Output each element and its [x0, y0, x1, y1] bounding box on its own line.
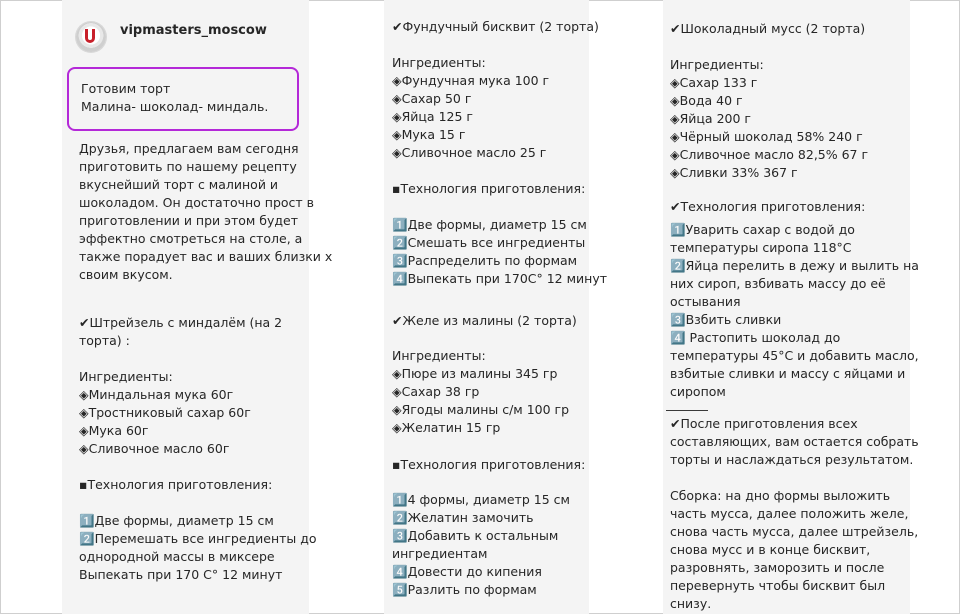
- column-2-line: ◈Яйца 125 г: [392, 109, 473, 124]
- column-3-line: Сборка: на дно формы выложить: [670, 488, 891, 503]
- column-2-line: 1️⃣4 формы, диаметр 15 см: [392, 492, 570, 507]
- column-3-line: ◈Вода 40 г: [670, 93, 743, 108]
- column-1-line: ✔Штрейзель с миндалём (на 2: [79, 315, 283, 330]
- highlight-line: Готовим торт: [81, 81, 171, 96]
- column-2-line: ✔Фундучный бисквит (2 торта): [392, 19, 599, 34]
- column-3-line: 1️⃣Уварить сахар с водой до: [670, 222, 855, 237]
- column-2-line: Ингредиенты:: [392, 55, 486, 70]
- column-1-line: Выпекать при 170 С° 12 минут: [79, 567, 283, 582]
- highlight-line: Малина- шоколад- миндаль.: [81, 99, 269, 114]
- column-2-line: ◈Пюре из малины 345 гр: [392, 366, 558, 381]
- column-1-line: приготовить по нашему рецепту: [79, 159, 297, 174]
- column-1-line: ▪Технология приготовления:: [79, 477, 273, 492]
- column-2-line: ▪Технология приготовления:: [392, 457, 586, 472]
- column-2-line: 2️⃣Желатин замочить: [392, 510, 534, 525]
- column-1-line: своим вкусом.: [79, 267, 173, 282]
- column-1-line: Ингредиенты:: [79, 369, 173, 384]
- column-3-line: температуры сиропа 118°С: [670, 240, 852, 255]
- username[interactable]: vipmasters_moscow: [120, 23, 267, 38]
- column-1-line: ◈Мука 60г: [79, 423, 149, 438]
- column-1-line: ◈Сливочное масло 60г: [79, 441, 230, 456]
- column-2-line: 5️⃣Разлить по формам: [392, 582, 537, 597]
- column-3-line: них сироп, взбивать массу до её: [670, 276, 886, 291]
- column-1-line: Друзья, предлагаем вам сегодня: [79, 141, 299, 156]
- column-2-line: 3️⃣Распределить по формам: [392, 253, 578, 268]
- column-2-line: ◈Мука 15 г: [392, 127, 466, 142]
- column-2-line: Ингредиенты:: [392, 348, 486, 363]
- column-3-line: ◈Сливочное масло 82,5% 67 г: [670, 147, 869, 162]
- column-2-line: ◈Фундучная мука 100 г: [392, 73, 550, 88]
- column-3-line: перевернуть чтобы бисквит был: [670, 578, 886, 593]
- column-3-line: разровнять, заморозить и после: [670, 560, 885, 575]
- column-2-line: ингредиентам: [392, 546, 488, 561]
- column-3-line: ✔После приготовления всех: [670, 416, 858, 431]
- column-3-line: 3️⃣Взбить сливки: [670, 312, 782, 327]
- column-2-line: 4️⃣Выпекать при 170С° 12 минут: [392, 271, 608, 286]
- column-3-line: температуры 45°С и добавить масло,: [670, 348, 919, 363]
- column-3-line: снизу.: [670, 596, 712, 611]
- column-1-line: также порадует вас и ваших близки х: [79, 249, 333, 264]
- column-2-line: ◈Сахар 38 гр: [392, 384, 480, 399]
- column-1-line: приготовлении и при этом будет: [79, 213, 299, 228]
- column-2-line: ◈Сливочное масло 25 г: [392, 145, 547, 160]
- column-2-line: ◈Желатин 15 гр: [392, 420, 501, 435]
- column-3-line: торты и наслаждаться результатом.: [670, 452, 914, 467]
- column-2-line: 3️⃣Добавить к остальным: [392, 528, 559, 543]
- column-3-line: снова мусс и в конце бисквит,: [670, 542, 871, 557]
- column-2-line: ◈Ягоды малины с/м 100 гр: [392, 402, 570, 417]
- column-3-line: составляющих, вам остается собрать: [670, 434, 919, 449]
- column-1-line: 2️⃣Перемешать все ингредиенты до: [79, 531, 317, 546]
- column-3-line: сиропом: [670, 384, 726, 399]
- column-3-line: ✔Шоколадный мусс (2 торта): [670, 21, 866, 36]
- column-2-line: ◈Сахар 50 г: [392, 91, 472, 106]
- column-1-line: шоколадом. Он достаточно прост в: [79, 195, 315, 210]
- column-2-line: 2️⃣Смешать все ингредиенты: [392, 235, 586, 250]
- column-2-line: 4️⃣Довести до кипения: [392, 564, 542, 579]
- column-3-line: ◈Сахар 133 г: [670, 75, 758, 90]
- column-1-line: 1️⃣Две формы, диаметр 15 см: [79, 513, 274, 528]
- column-2-line: ✔Желе из малины (2 торта): [392, 313, 577, 328]
- column-1-line: торта) :: [79, 333, 130, 348]
- column-1-line: вкуснейший торт с малиной и: [79, 177, 279, 192]
- column-3-line: Ингредиенты:: [670, 57, 764, 72]
- column-3-line: 4️⃣ Растопить шоколад до: [670, 330, 841, 345]
- column-3-line: часть мусса, далее положить желе,: [670, 506, 909, 521]
- column-3-line: 2️⃣Яйца перелить в дежу и вылить на: [670, 258, 919, 273]
- column-3-line: остывания: [670, 294, 741, 309]
- column-1-line: ◈Миндальная мука 60г: [79, 387, 234, 402]
- brand-logo-icon: [85, 29, 95, 43]
- column-2-line: ▪Технология приготовления:: [392, 181, 586, 196]
- column-1-line: однородной массы в миксере: [79, 549, 275, 564]
- column-1-line: ◈Тростниковый сахар 60г: [79, 405, 251, 420]
- column-3-line: ◈Чёрный шоколад 58% 240 г: [670, 129, 863, 144]
- divider-line: [666, 410, 708, 411]
- column-3-line: взбитые сливки и массу с яйцами и: [670, 366, 906, 381]
- column-2-line: 1️⃣Две формы, диаметр 15 см: [392, 217, 587, 232]
- column-3-line: ✔Технология приготовления:: [670, 199, 866, 214]
- column-3-line: снова часть мусса, далее штрейзель,: [670, 524, 919, 539]
- avatar[interactable]: [76, 22, 106, 52]
- column-1-line: эффектно смотреться на столе, а: [79, 231, 303, 246]
- column-3-line: ◈Яйца 200 г: [670, 111, 751, 126]
- column-3-line: ◈Сливки 33% 367 г: [670, 165, 798, 180]
